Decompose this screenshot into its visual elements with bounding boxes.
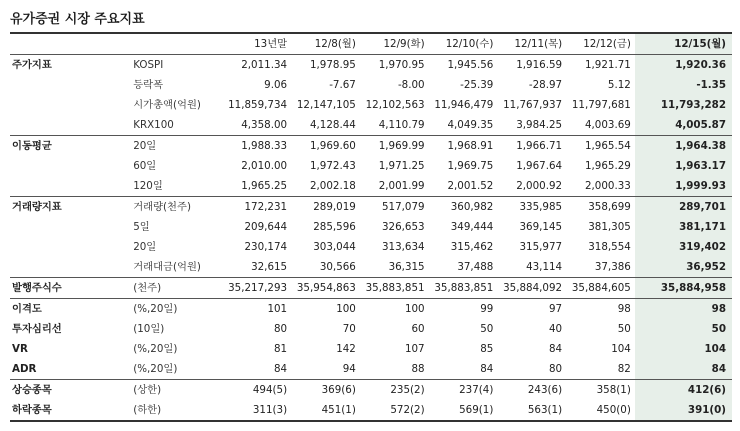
row-category xyxy=(10,257,119,278)
table-row xyxy=(10,400,732,421)
row-category: VR xyxy=(12,343,28,355)
value-cell: 9.06 xyxy=(264,79,288,91)
value-cell: 318,554 xyxy=(588,241,631,253)
value-cell: 569(1) xyxy=(429,400,498,421)
value-cell: 1,965.54 xyxy=(566,136,635,157)
value-cell: 572(2) xyxy=(360,400,429,421)
value-cell: 1,969.75 xyxy=(447,160,494,172)
value-cell: 101 xyxy=(222,299,291,320)
value-cell: 209,644 xyxy=(244,221,288,233)
value-cell: 88 xyxy=(411,363,425,375)
latest-value-cell: 1,963.17 xyxy=(635,156,732,176)
value-cell: 2,002.18 xyxy=(309,180,356,192)
row-category: 이격도 xyxy=(10,299,119,320)
value-cell: 235(2) xyxy=(360,380,429,401)
value-cell: 2,000.92 xyxy=(516,180,563,192)
value-cell: 4,110.79 xyxy=(378,119,425,131)
table-row xyxy=(10,278,732,299)
row-category: 주가지표 xyxy=(10,55,119,76)
value-cell: 82 xyxy=(617,363,631,375)
value-cell: 35,217,293 xyxy=(222,278,291,299)
value-cell: 30,566 xyxy=(319,261,356,273)
table-row xyxy=(10,176,732,197)
value-cell: 2,001.52 xyxy=(447,180,494,192)
table-row xyxy=(10,75,732,95)
value-cell: 369(6) xyxy=(291,380,360,401)
value-cell: 358,699 xyxy=(566,197,635,218)
value-cell: 285,596 xyxy=(313,221,356,233)
table-row xyxy=(10,95,732,115)
value-cell: 172,231 xyxy=(222,197,291,218)
page-title: 유가증권 시장 주요지표 xyxy=(10,12,145,27)
row-category: ADR xyxy=(12,363,37,375)
latest-value-cell: 1,999.93 xyxy=(635,176,732,197)
row-category: 이동평균 xyxy=(10,136,119,157)
value-cell: 94 xyxy=(342,363,356,375)
header-row xyxy=(10,33,732,55)
value-cell: -28.97 xyxy=(528,79,563,91)
row-category xyxy=(10,75,119,95)
value-cell: 11,797,681 xyxy=(571,99,631,111)
value-cell: 142 xyxy=(336,343,356,355)
value-cell: 311(3) xyxy=(222,400,291,421)
table-body xyxy=(10,55,732,422)
value-cell: 1,916.59 xyxy=(497,55,566,76)
latest-value-cell: 381,171 xyxy=(635,217,732,237)
value-cell: -25.39 xyxy=(460,79,494,91)
row-label: KOSPI xyxy=(119,55,222,76)
value-cell: 335,985 xyxy=(497,197,566,218)
value-cell: 81 xyxy=(273,343,288,355)
value-cell: 35,883,851 xyxy=(429,278,498,299)
value-cell: 35,884,605 xyxy=(566,278,635,299)
row-category xyxy=(10,217,119,237)
table-row xyxy=(10,237,732,257)
row-category: 하락종목 xyxy=(10,400,119,421)
value-cell: 43,114 xyxy=(526,261,563,273)
latest-value-cell: 35,884,958 xyxy=(635,278,732,299)
header-cell: 12/10(수) xyxy=(445,38,494,50)
value-cell: 1,966.71 xyxy=(497,136,566,157)
header-latest-date: 12/15(월) xyxy=(635,33,732,55)
value-cell: 5.12 xyxy=(607,79,631,91)
table-row xyxy=(10,55,732,76)
value-cell: 84 xyxy=(548,343,563,355)
value-cell: 1,945.56 xyxy=(429,55,498,76)
value-cell: 84 xyxy=(480,363,494,375)
value-cell: 98 xyxy=(566,299,635,320)
value-cell: 100 xyxy=(291,299,360,320)
value-cell: 1,970.95 xyxy=(360,55,429,76)
value-cell: 85 xyxy=(480,343,494,355)
latest-value-cell: 50 xyxy=(635,319,732,339)
latest-value-cell: 1,964.38 xyxy=(635,136,732,157)
header-cell: 12/12(금) xyxy=(583,38,631,50)
value-cell: 11,946,479 xyxy=(434,99,494,111)
value-cell: 349,444 xyxy=(450,221,494,233)
value-cell: 4,003.69 xyxy=(584,119,631,131)
value-cell: 50 xyxy=(480,323,494,335)
row-label: KRX100 xyxy=(133,119,174,131)
value-cell: 1,968.91 xyxy=(429,136,498,157)
value-cell: 450(0) xyxy=(566,400,635,421)
header-cell: 13년말 xyxy=(254,38,288,50)
row-label: (10일) xyxy=(133,323,165,335)
row-label: (하한) xyxy=(119,400,222,421)
value-cell: 104 xyxy=(611,343,631,355)
value-cell: 315,977 xyxy=(519,241,563,253)
value-cell: 1,972.43 xyxy=(309,160,356,172)
value-cell: 2,000.33 xyxy=(584,180,631,192)
row-label: (%,20일) xyxy=(119,299,222,320)
latest-value-cell: 1,920.36 xyxy=(635,55,732,76)
row-label: (%,20일) xyxy=(133,363,178,375)
row-label: 5일 xyxy=(133,221,150,233)
value-cell: 1,965.25 xyxy=(241,180,288,192)
latest-value-cell: 36,952 xyxy=(635,257,732,278)
value-cell: 315,462 xyxy=(450,241,494,253)
value-cell: 84 xyxy=(273,363,288,375)
value-cell: 99 xyxy=(429,299,498,320)
value-cell: 4,128.44 xyxy=(309,119,356,131)
value-cell: 36,315 xyxy=(388,261,425,273)
row-label: 20일 xyxy=(133,241,157,253)
table-row xyxy=(10,299,732,320)
latest-value-cell: 319,402 xyxy=(635,237,732,257)
market-indicators-table xyxy=(10,32,732,422)
latest-value-cell: 4,005.87 xyxy=(635,115,732,136)
value-cell: 1,965.29 xyxy=(584,160,631,172)
row-category: 투자심리선 xyxy=(12,323,62,335)
value-cell: -8.00 xyxy=(397,79,425,91)
latest-value-cell: 412(6) xyxy=(635,380,732,401)
value-cell: 1,969.99 xyxy=(360,136,429,157)
row-label: 등락폭 xyxy=(133,79,164,91)
value-cell: 32,615 xyxy=(251,261,288,273)
row-category xyxy=(10,237,119,257)
table-row xyxy=(10,197,732,218)
row-label: 20일 xyxy=(119,136,222,157)
value-cell: 40 xyxy=(548,323,563,335)
row-label: (%,20일) xyxy=(133,343,178,355)
value-cell: 313,634 xyxy=(382,241,425,253)
value-cell: 70 xyxy=(342,323,356,335)
value-cell: 1,988.33 xyxy=(222,136,291,157)
table-row xyxy=(10,257,732,278)
value-cell: 2,011.34 xyxy=(222,55,291,76)
table-row xyxy=(10,156,732,176)
row-label: 거래량(천주) xyxy=(119,197,222,218)
row-category xyxy=(10,95,119,115)
value-cell: 1,971.25 xyxy=(378,160,425,172)
value-cell: 80 xyxy=(273,323,288,335)
value-cell: 11,767,937 xyxy=(503,99,563,111)
value-cell: 11,859,734 xyxy=(228,99,288,111)
value-cell: 3,984.25 xyxy=(516,119,563,131)
table-row xyxy=(10,217,732,237)
row-label: 60일 xyxy=(133,160,157,172)
value-cell: 35,884,092 xyxy=(497,278,566,299)
value-cell: 243(6) xyxy=(497,380,566,401)
table-row xyxy=(10,339,732,359)
row-label: 120일 xyxy=(133,180,163,192)
value-cell: 237(4) xyxy=(429,380,498,401)
value-cell: 100 xyxy=(360,299,429,320)
value-cell: 2,001.99 xyxy=(378,180,425,192)
row-category xyxy=(10,115,119,136)
value-cell: 37,488 xyxy=(457,261,494,273)
value-cell: 517,079 xyxy=(360,197,429,218)
table-row xyxy=(10,380,732,401)
latest-value-cell: 289,701 xyxy=(635,197,732,218)
table-row xyxy=(10,136,732,157)
header-cell xyxy=(119,33,222,55)
row-label: (상한) xyxy=(119,380,222,401)
latest-value-cell: 391(0) xyxy=(635,400,732,421)
value-cell: 60 xyxy=(411,323,425,335)
value-cell: 1,967.64 xyxy=(516,160,563,172)
value-cell: 563(1) xyxy=(497,400,566,421)
latest-value-cell: -1.35 xyxy=(635,75,732,95)
value-cell: 289,019 xyxy=(291,197,360,218)
value-cell: 1,921.71 xyxy=(566,55,635,76)
header-cell: 12/11(목) xyxy=(514,38,563,50)
latest-value-cell: 104 xyxy=(635,339,732,359)
value-cell: 381,305 xyxy=(588,221,631,233)
row-category: 발행주식수 xyxy=(10,278,119,299)
value-cell: 35,883,851 xyxy=(360,278,429,299)
value-cell: 107 xyxy=(404,343,425,355)
latest-value-cell: 98 xyxy=(635,299,732,320)
table-row xyxy=(10,115,732,136)
value-cell: 35,954,863 xyxy=(291,278,360,299)
header-cell: 12/9(화) xyxy=(383,38,425,50)
value-cell: 12,147,105 xyxy=(296,99,356,111)
value-cell: 326,653 xyxy=(382,221,425,233)
row-category: 상승종목 xyxy=(10,380,119,401)
value-cell: 230,174 xyxy=(244,241,288,253)
table-row xyxy=(10,359,732,380)
value-cell: 1,978.95 xyxy=(291,55,360,76)
value-cell: 80 xyxy=(548,363,563,375)
row-category: 거래량지표 xyxy=(10,197,119,218)
row-label: 거래대금(억원) xyxy=(133,261,201,273)
value-cell: 369,145 xyxy=(519,221,563,233)
value-cell: 1,969.60 xyxy=(291,136,360,157)
value-cell: 2,010.00 xyxy=(241,160,288,172)
header-cell xyxy=(10,33,119,55)
value-cell: 12,102,563 xyxy=(365,99,425,111)
table-row xyxy=(10,319,732,339)
row-label: 시가총액(억원) xyxy=(133,99,201,111)
header-cell: 12/8(월) xyxy=(314,38,356,50)
latest-value-cell: 84 xyxy=(635,359,732,380)
value-cell: 360,982 xyxy=(429,197,498,218)
value-cell: 303,044 xyxy=(313,241,356,253)
value-cell: 451(1) xyxy=(291,400,360,421)
value-cell: 4,049.35 xyxy=(447,119,494,131)
row-category xyxy=(10,156,119,176)
row-label: (천주) xyxy=(119,278,222,299)
value-cell: 37,386 xyxy=(594,261,631,273)
value-cell: -7.67 xyxy=(329,79,356,91)
value-cell: 494(5) xyxy=(222,380,291,401)
value-cell: 4,358.00 xyxy=(241,119,288,131)
value-cell: 97 xyxy=(497,299,566,320)
latest-value-cell: 11,793,282 xyxy=(635,95,732,115)
value-cell: 50 xyxy=(617,323,631,335)
row-category xyxy=(10,176,119,197)
value-cell: 358(1) xyxy=(566,380,635,401)
